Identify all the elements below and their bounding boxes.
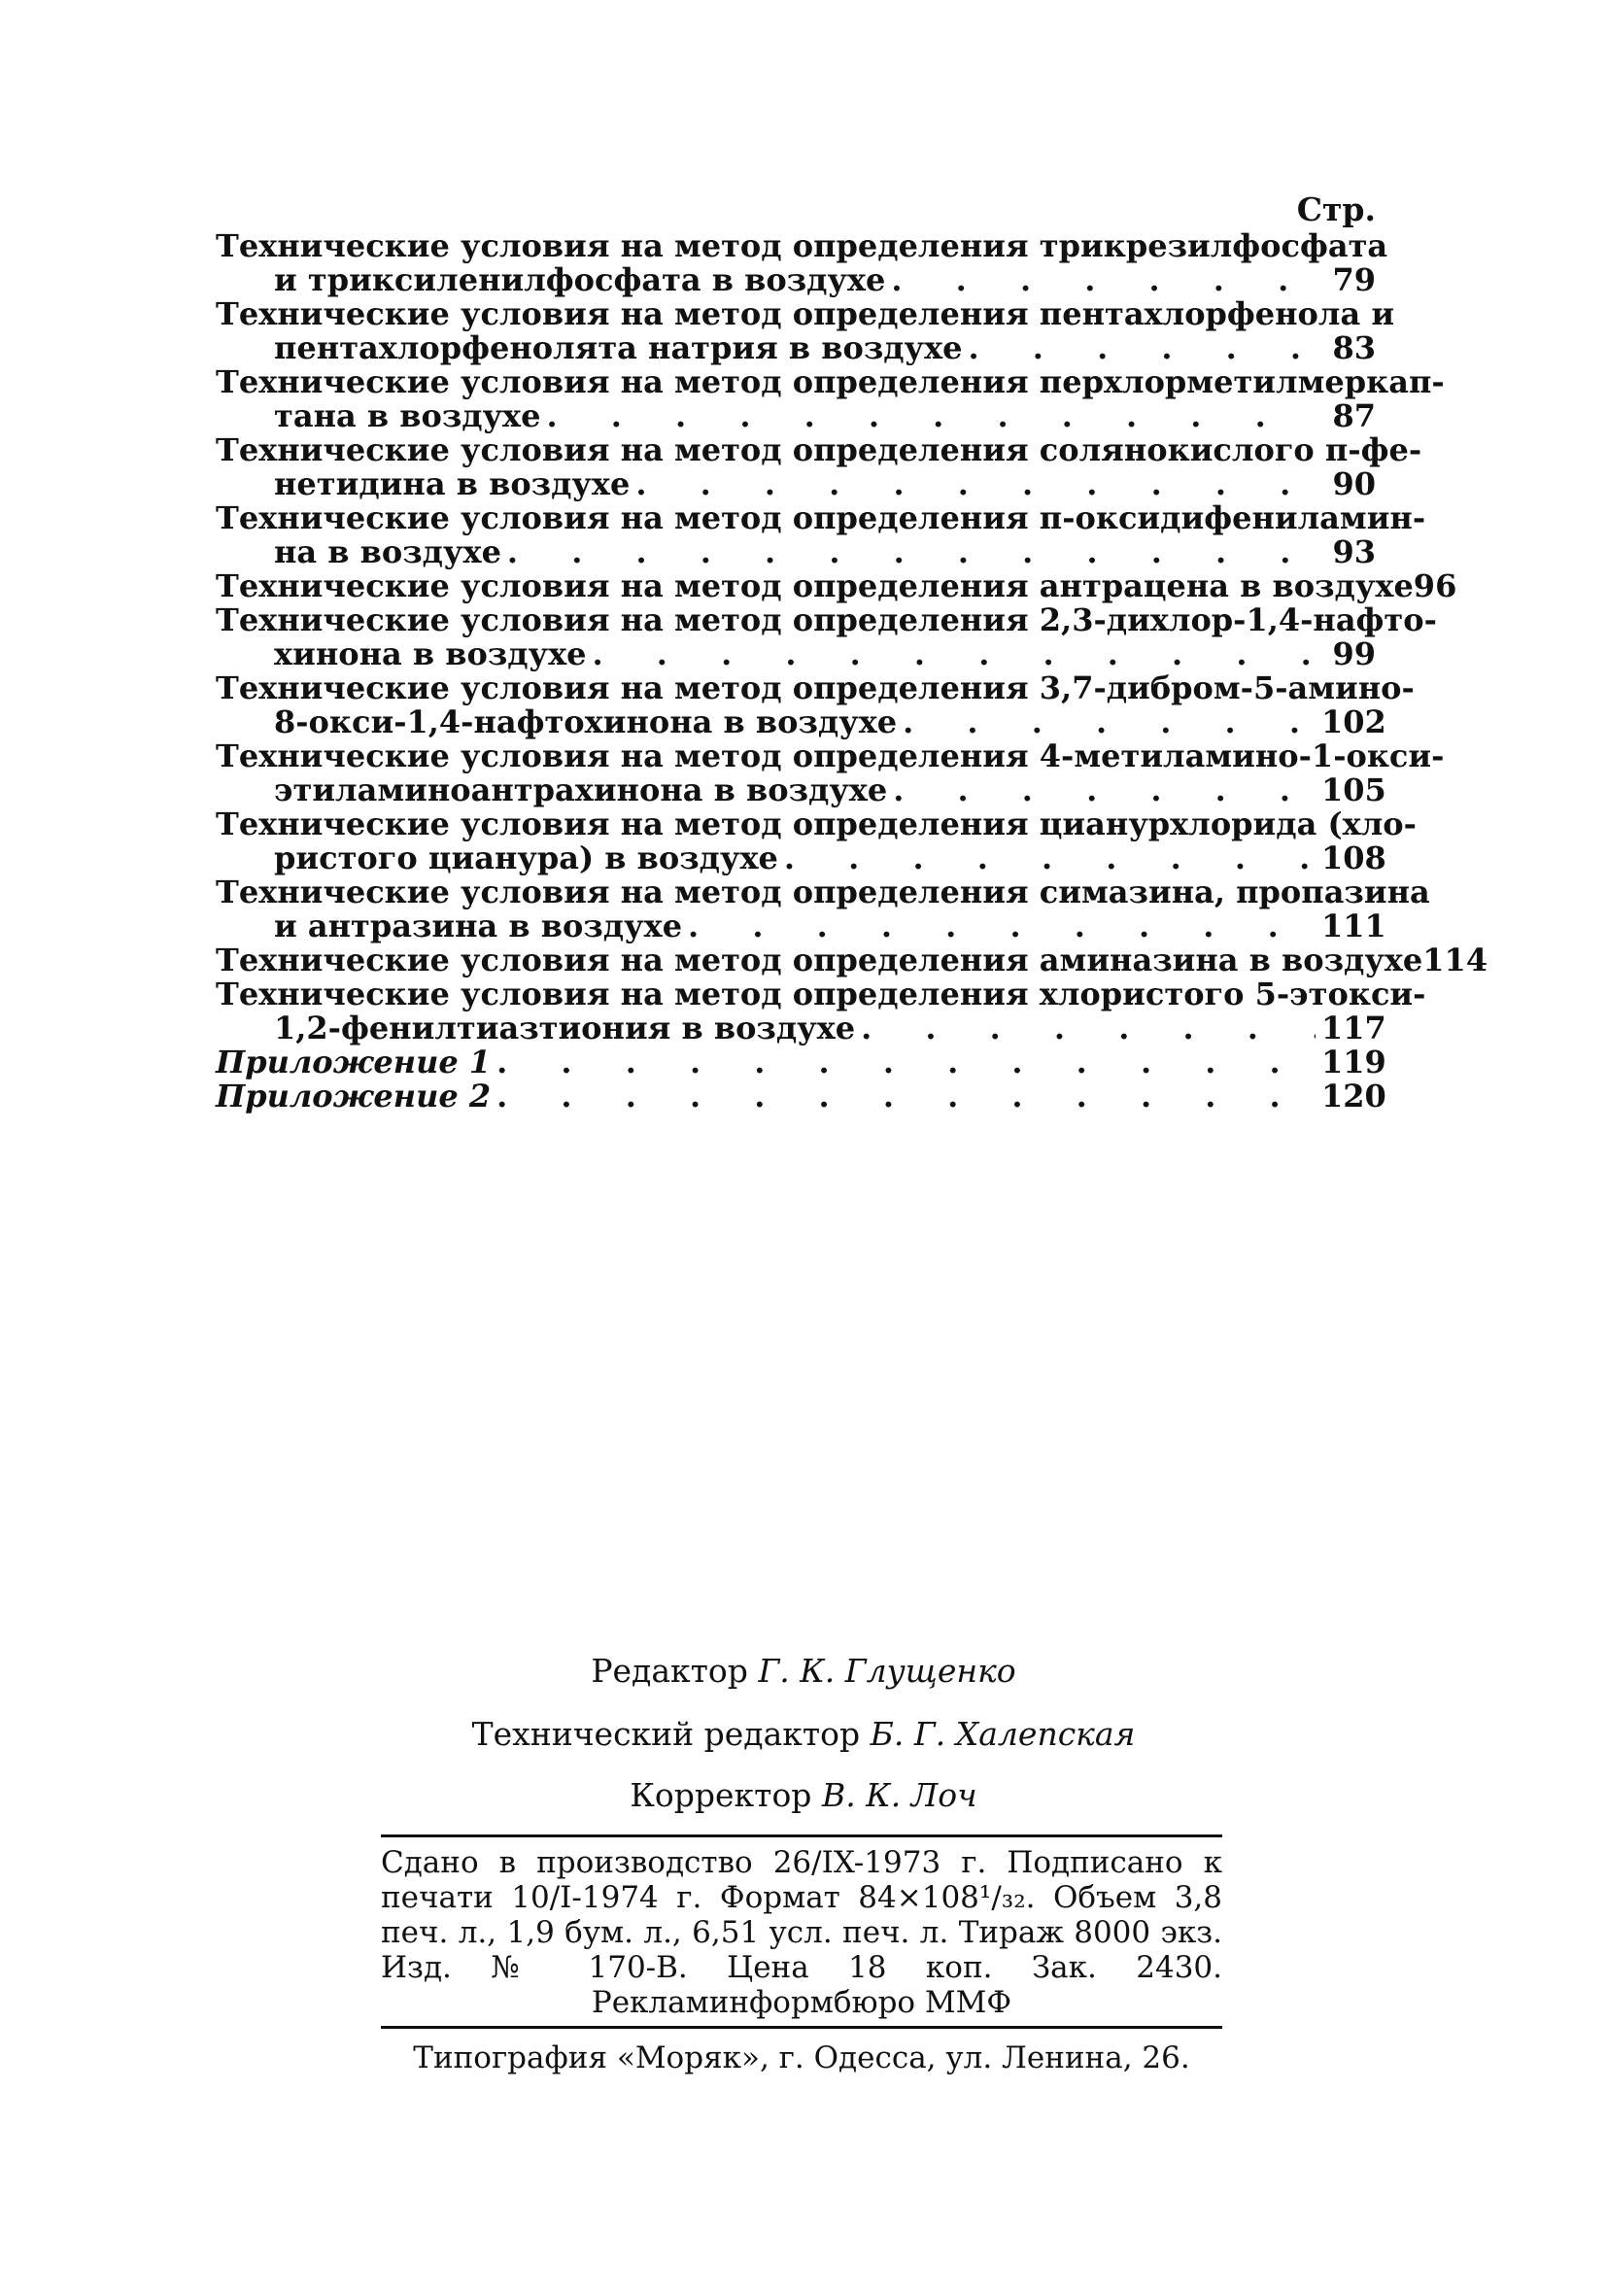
toc-entry-title: Технические условия на метод определения аминазина в воздухе bbox=[216, 942, 1423, 978]
toc-entry-page: 111 bbox=[1321, 908, 1386, 944]
toc-entry-title-line1: Технические условия на метод определения п-оксидифениламин- bbox=[216, 499, 1426, 536]
toc-entry-title-line2: этиламиноантрахинона в воздухе bbox=[274, 771, 888, 808]
toc-entry-line2 bbox=[216, 703, 1386, 740]
toc-entry-title-line2: тана в воздухе bbox=[274, 397, 541, 434]
toc-entry-page: 99 bbox=[1332, 635, 1376, 672]
tech-editor-credit bbox=[0, 1715, 1607, 1753]
toc-entry-line2 bbox=[216, 908, 1386, 944]
toc-entry bbox=[216, 874, 1430, 944]
toc-entry-title-line1: Технические условия на метод определения 4-метиламино-1-окси- bbox=[216, 737, 1445, 774]
toc-entry-page: 87 bbox=[1332, 397, 1376, 434]
toc-entry-title-line2: ристого цианура) в воздухе bbox=[274, 840, 778, 876]
appendix-line bbox=[216, 1044, 1386, 1080]
toc-entry-title: Технические условия на метод определения антрацена в воздухе bbox=[216, 567, 1414, 604]
toc-entry-title-line2: и антразина в воздухе bbox=[274, 908, 683, 944]
toc-entry bbox=[216, 669, 1415, 740]
toc-entry-title-line1: Технические условия на метод определения цианурхлорида (хло- bbox=[216, 805, 1417, 842]
toc-entry-page: 108 bbox=[1321, 840, 1386, 876]
toc-entry bbox=[216, 431, 1422, 502]
appendix-entry bbox=[216, 1044, 1386, 1080]
toc-entry-page: 102 bbox=[1321, 703, 1386, 740]
imprint-text: Сдано в производство 26/IX-1973 г. Подписано к печати 10/I-1974 г. Формат 84×108¹/₃₂. Объем 3,8 печ. л., 1,9 бум. л., 6,51 усл. печ. л. Тираж 8000 экз. Изд. № 170-В. Цена 18 коп. Зак. 2430. Рекламинформбюро ММФ bbox=[381, 1845, 1222, 2020]
toc-entry-title-line2: и триксиленилфосфата в воздухе bbox=[274, 261, 886, 298]
table-of-contents bbox=[216, 190, 1488, 1114]
dot-leader bbox=[861, 1011, 1316, 1045]
toc-entry-title-line2: нетидина в воздухе bbox=[274, 465, 631, 502]
toc-entry-line2 bbox=[216, 399, 1376, 433]
dot-leader bbox=[903, 705, 1316, 739]
dot-leader bbox=[969, 331, 1316, 365]
appendix-line bbox=[216, 1078, 1386, 1114]
toc-entry-line2 bbox=[216, 467, 1376, 501]
dot-leader bbox=[507, 535, 1316, 569]
proofreader-role: Корректор bbox=[630, 1776, 812, 1814]
editor-credit bbox=[0, 1652, 1607, 1690]
toc-entry-line2 bbox=[216, 637, 1376, 671]
toc-entry-line bbox=[216, 942, 1488, 978]
dot-leader bbox=[496, 1079, 1316, 1114]
toc-entry-line2 bbox=[216, 331, 1376, 365]
proofreader-credit bbox=[0, 1776, 1607, 1814]
toc-entry bbox=[216, 567, 1457, 604]
toc-entry-title-line2: 8-окси-1,4-нафтохинона в воздухе bbox=[274, 703, 898, 740]
appendix-entry bbox=[216, 1078, 1386, 1114]
toc-entry bbox=[216, 227, 1388, 298]
toc-entry-title-line2: хинона в воздухе bbox=[274, 635, 587, 672]
dot-leader bbox=[893, 773, 1316, 807]
toc-entry-title-line1: Технические условия на метод определения 2,3-дихлор-1,4-нафто- bbox=[216, 601, 1437, 638]
toc-entry-page: 90 bbox=[1332, 465, 1376, 502]
dot-leader bbox=[635, 467, 1316, 501]
toc-entries bbox=[216, 227, 1488, 1114]
tech-editor-name: Б. Г. Халепская bbox=[870, 1715, 1136, 1753]
toc-entry-page: 105 bbox=[1321, 771, 1386, 808]
appendix-title: Приложение 1 bbox=[216, 1044, 492, 1080]
appendix-title: Приложение 2 bbox=[216, 1078, 492, 1114]
page-column-header: Стр. bbox=[1296, 190, 1376, 228]
toc-entry-line2 bbox=[216, 535, 1376, 569]
dot-leader bbox=[546, 399, 1316, 433]
toc-entry-line2 bbox=[216, 1010, 1386, 1046]
toc-entry-title-line1: Технические условия на метод определения перхлорметилмеркап- bbox=[216, 363, 1445, 400]
toc-entry-title-line1: Технические условия на метод определения пентахлорфенола и bbox=[216, 295, 1395, 332]
toc-entry-line2 bbox=[216, 771, 1386, 808]
toc-entry-title-line1: Технические условия на метод определения солянокислого п-фе- bbox=[216, 431, 1422, 468]
appendix-page: 119 bbox=[1321, 1044, 1386, 1080]
toc-entry-page: 96 bbox=[1413, 567, 1457, 604]
toc-entry-title-line2: пентахлорфенолята натрия в воздухе bbox=[274, 329, 963, 366]
toc-entry-line2 bbox=[216, 840, 1386, 876]
toc-entry bbox=[216, 601, 1437, 672]
appendix-page: 120 bbox=[1321, 1078, 1386, 1114]
toc-entry-title-line1: Технические условия на метод определения хлористого 5-этокси- bbox=[216, 976, 1426, 1012]
toc-entry-line bbox=[216, 567, 1457, 604]
toc-entry-title-line2: 1,2-фенилтиазтиония в воздухе bbox=[274, 1010, 856, 1046]
toc-entry-page: 114 bbox=[1422, 942, 1488, 978]
toc-entry-title-line1: Технические условия на метод определения симазина, пропазина bbox=[216, 874, 1430, 910]
dot-leader bbox=[688, 909, 1316, 943]
toc-entry-title-line1: Технические условия на метод определения трикрезилфосфата bbox=[216, 227, 1388, 264]
toc-entry bbox=[216, 976, 1426, 1046]
toc-entry-page: 117 bbox=[1321, 1010, 1386, 1046]
toc-entry-page: 83 bbox=[1332, 329, 1376, 366]
toc-entry bbox=[216, 499, 1426, 570]
toc-entry bbox=[216, 805, 1417, 876]
dot-leader bbox=[593, 637, 1316, 671]
dot-leader bbox=[891, 263, 1316, 297]
toc-entry bbox=[216, 295, 1395, 366]
toc-entry-page: 79 bbox=[1332, 261, 1376, 298]
toc-entry-title-line2: на в воздухе bbox=[274, 533, 501, 570]
editor-role: Редактор bbox=[591, 1652, 748, 1690]
toc-entry bbox=[216, 737, 1445, 808]
toc-entry-line2 bbox=[216, 263, 1376, 297]
imprint-block bbox=[381, 1834, 1222, 2075]
toc-entry-page: 93 bbox=[1332, 533, 1376, 570]
toc-entry bbox=[216, 942, 1488, 978]
dot-leader bbox=[496, 1045, 1316, 1079]
dot-leader bbox=[784, 841, 1316, 875]
printing-house: Типография «Моряк», г. Одесса, ул. Ленина, 26. bbox=[413, 2040, 1190, 2075]
tech-editor-role: Технический редактор bbox=[471, 1715, 861, 1753]
toc-entry-title-line1: Технические условия на метод определения 3,7-дибром-5-амино- bbox=[216, 669, 1415, 706]
toc-entry bbox=[216, 363, 1445, 434]
editor-name: Г. К. Глущенко bbox=[758, 1652, 1016, 1690]
proofreader-name: В. К. Лоч bbox=[821, 1776, 977, 1814]
